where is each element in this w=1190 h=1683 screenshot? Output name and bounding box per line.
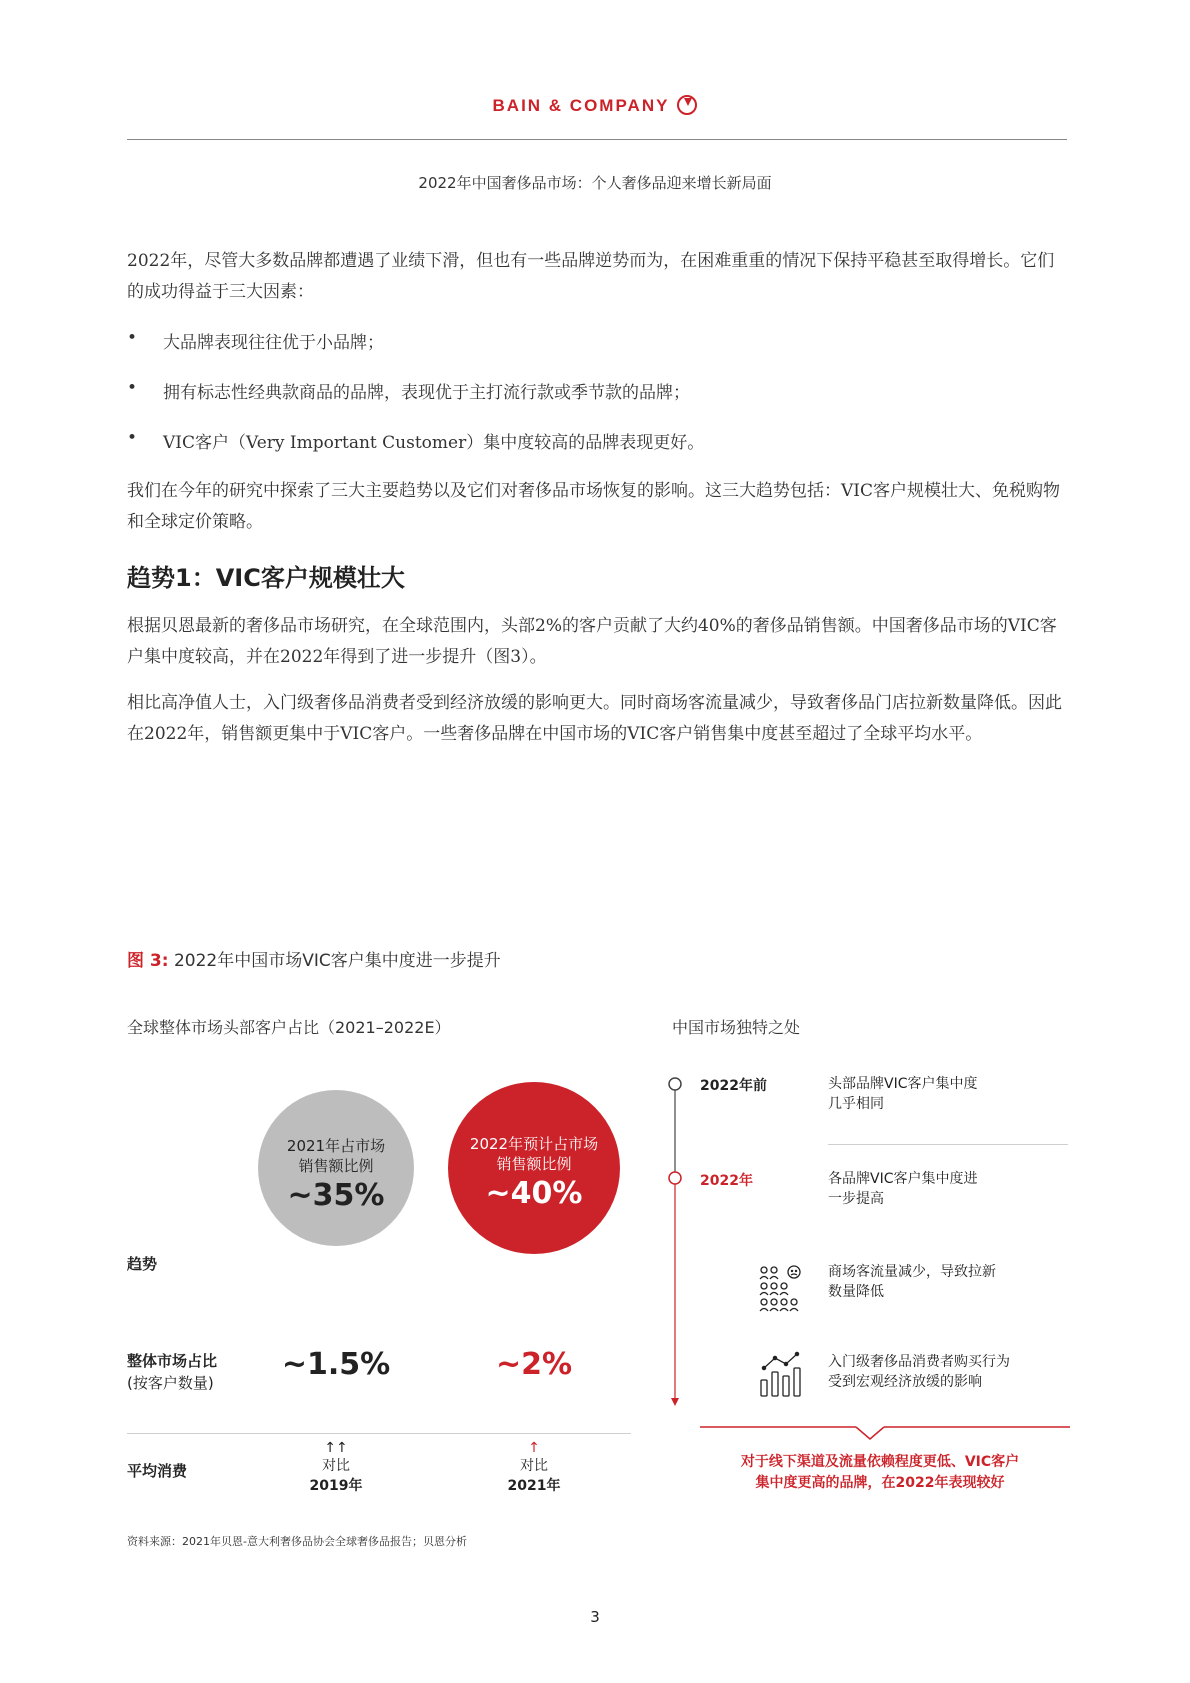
bullet-mark: • xyxy=(127,378,138,398)
table-divider xyxy=(127,1433,631,1434)
circle-2021-label: 2021年占市场 xyxy=(286,1137,386,1155)
circle-2021 xyxy=(258,1090,414,1246)
declining-chart-icon xyxy=(758,1350,808,1398)
section-paragraph-1: 根据贝恩最新的奢侈品市场研究，在全球范围内，头部2%的客户贡献了大约40%的奢侈品销售额。中国奢侈品市场的VIC客户集中度较高，并在2022年得到了进一步提升（图3）。 xyxy=(127,616,1057,667)
bullet-text: 大品牌表现往往优于小品牌； xyxy=(163,333,384,353)
timeline-divider xyxy=(828,1144,1068,1145)
header-rule xyxy=(127,139,1067,140)
bullet-item xyxy=(127,428,1067,452)
avg-spend-2022 xyxy=(474,1440,594,1496)
avg-spend-2021 xyxy=(276,1440,396,1496)
timeline-text-line: 各品牌VIC客户集中度进 xyxy=(828,1171,978,1187)
intro-paragraph-2: 我们在今年的研究中探索了三大主要趋势以及它们对奢侈品市场恢复的影响。这三大趋势包括：VIC客户规模壮大、免税购物和全球定价策略。 xyxy=(127,481,1060,532)
source-note: 资料来源：2021年贝恩-意大利奢侈品协会全球奢侈品报告；贝恩分析 xyxy=(127,1535,467,1548)
row-label-trend: 趋势 xyxy=(127,1255,158,1273)
timeline-text-2022 xyxy=(828,1169,977,1209)
timeline-text-line: 几乎相同 xyxy=(828,1096,884,1112)
compare-year: 2021年 xyxy=(507,1478,561,1494)
row-label-share: 整体市场占比 xyxy=(127,1352,218,1370)
factor-text-line: 受到宏观经济放缓的影响 xyxy=(828,1374,982,1390)
double-up-arrow-icon: ↑↑ xyxy=(324,1440,348,1456)
share-2021-value: ~1.5% xyxy=(281,1347,391,1382)
up-arrow-icon: ↑ xyxy=(528,1440,540,1456)
bullet-item xyxy=(127,378,1067,402)
factor-text-line: 入门级奢侈品消费者购买行为 xyxy=(828,1354,1010,1370)
compare-word: 对比 xyxy=(520,1458,548,1474)
bullet-mark: • xyxy=(127,328,138,348)
section-paragraph-2: 相比高净值人士，入门级奢侈品消费者受到经济放缓的影响更大。同时商场客流量减少，导致奢侈品门店拉新数量降低。因此在2022年，销售额更集中于VIC客户。一些奢侈品牌在中国市场的VIC客户销售集中度甚至超过了全球平均水平。 xyxy=(127,693,1062,744)
timeline-text-line: 头部品牌VIC客户集中度 xyxy=(828,1076,978,1092)
circle-2022-label: 2022年预计占市场 xyxy=(469,1135,599,1153)
circle-2022 xyxy=(448,1082,620,1254)
circle-2021-value: ~35% xyxy=(287,1178,385,1213)
row-label-avg-spend: 平均消费 xyxy=(127,1462,188,1480)
callout-line: 集中度更高的品牌，在2022年表现较好 xyxy=(755,1475,1005,1491)
circle-2021-label: 销售额比例 xyxy=(298,1157,374,1175)
circle-2022-value: ~40% xyxy=(485,1176,583,1211)
section-heading: 趋势1：VIC客户规模壮大 xyxy=(127,564,405,592)
figure-title-text: 2022年中国市场VIC客户集中度进一步提升 xyxy=(173,951,501,971)
running-title: 2022年中国奢侈品市场：个人奢侈品迎来增长新局面 xyxy=(418,174,772,192)
figure-title xyxy=(127,946,501,971)
circle-2022-label: 销售额比例 xyxy=(496,1155,572,1173)
crowd-icon xyxy=(758,1262,808,1314)
callout-line: 对于线下渠道及流量依赖程度更低、VIC客户 xyxy=(740,1454,1020,1470)
page-number: 3 xyxy=(590,1608,600,1626)
share-2022-value: ~2% xyxy=(495,1347,573,1382)
row-label-share-note: (按客户数量) xyxy=(127,1374,214,1392)
bullet-text: VIC客户（Very Important Customer）集中度较高的品牌表现更好。 xyxy=(163,433,705,453)
callout-text xyxy=(690,1452,1070,1494)
timeline-label-before-2022: 2022年前 xyxy=(700,1078,767,1094)
callout-divider xyxy=(700,1420,1070,1442)
timeline-text-before-2022 xyxy=(828,1074,977,1114)
bullet-mark: • xyxy=(127,428,138,448)
factor-text-line: 商场客流量减少，导致拉新 xyxy=(828,1264,996,1280)
factor-text-macro xyxy=(828,1352,1010,1392)
compare-year: 2019年 xyxy=(309,1478,363,1494)
timeline-label-2022: 2022年 xyxy=(700,1173,753,1189)
bullet-text: 拥有标志性经典款商品的品牌，表现优于主打流行款或季节款的品牌； xyxy=(163,383,690,403)
intro-paragraph: 2022年，尽管大多数品牌都遭遇了业绩下滑，但也有一些品牌逆势而为，在困难重重的情况下保持平稳甚至取得增长。它们的成功得益于三大因素： xyxy=(127,251,1055,302)
factor-text-traffic xyxy=(828,1262,996,1302)
left-subtitle: 全球整体市场头部客户占比（2021–2022E） xyxy=(127,1018,451,1037)
right-subtitle: 中国市场独特之处 xyxy=(672,1018,801,1037)
compare-word: 对比 xyxy=(322,1458,350,1474)
figure-number: 图 3: xyxy=(127,951,169,971)
timeline-line xyxy=(660,1070,690,1410)
timeline-text-line: 一步提高 xyxy=(828,1191,884,1207)
brand-name: BAIN & COMPANY xyxy=(492,96,670,115)
compass-logo-icon xyxy=(677,95,697,115)
factor-text-line: 数量降低 xyxy=(828,1284,884,1300)
brand-logo xyxy=(0,96,1190,117)
bullet-item xyxy=(127,328,1067,352)
